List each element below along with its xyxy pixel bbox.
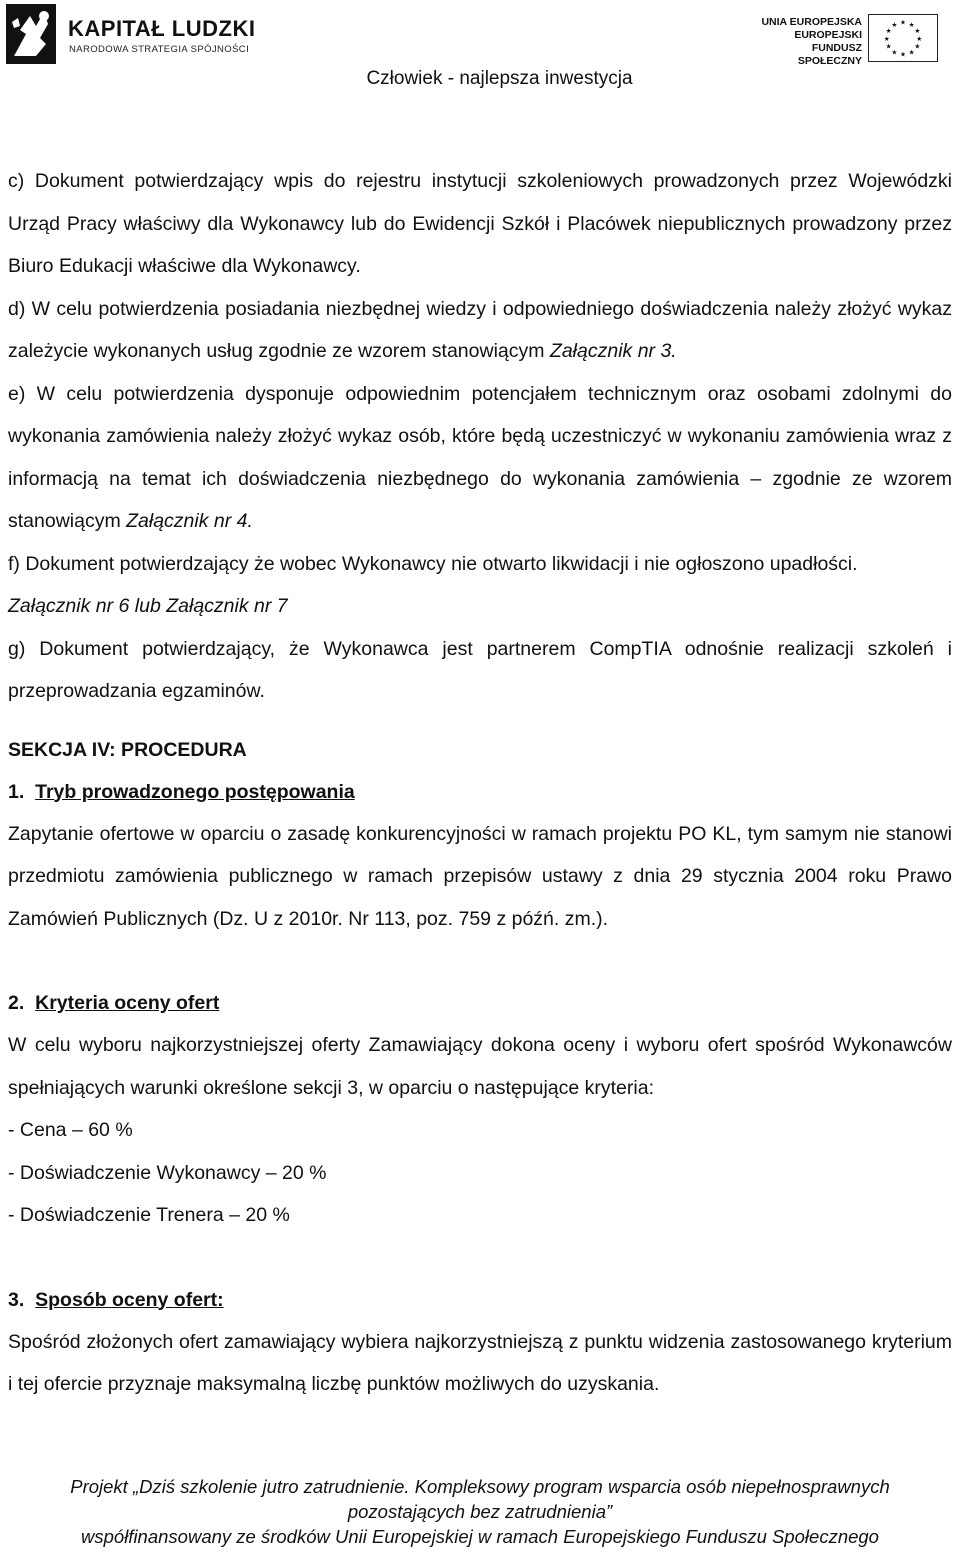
paragraph-e-ref: Załącznik nr 4. <box>126 510 253 532</box>
svg-text:★: ★ <box>885 42 892 51</box>
eu-logo-line1: UNIA EUROPEJSKA <box>761 16 862 28</box>
heading-1-title: Tryb prowadzonego postępowania <box>35 780 355 803</box>
kapital-ludzki-title: KAPITAŁ LUDZKI <box>68 16 256 41</box>
eu-flag-icon <box>868 14 938 62</box>
tagline-text: Człowiek - najlepsza inwestycja <box>366 68 633 89</box>
criteria-item-contractor-experience: - Doświadczenie Wykonawcy – 20 % <box>8 1161 327 1184</box>
paragraph-3: Spośród złożonych ofert zamawiający wybiera najkorzystniejszą z punktu widzenia zastosowanego kryterium i tej ofercie przyznaje maksymalną liczbę punktów możliwych do uzyskania. <box>8 1330 952 1395</box>
heading-1 <box>8 771 952 813</box>
heading-3-number: 3. <box>8 1288 25 1311</box>
kapital-ludzki-subtitle: NARODOWA STRATEGIA SPÓJNOŚCI <box>69 44 250 55</box>
svg-text:★: ★ <box>883 34 890 43</box>
kapital-ludzki-logo <box>6 4 256 66</box>
paragraph-f-ref <box>8 585 952 628</box>
svg-text:★: ★ <box>908 48 915 57</box>
paragraph-f: f) Dokument potwierdzający że wobec Wykonawcy nie otwarto likwidacji i nie ogłoszono upadłości. <box>8 552 858 575</box>
svg-text:★: ★ <box>885 27 892 36</box>
footer-line2: pozostających bez zatrudnienia” <box>347 1501 613 1522</box>
paragraph-d-text: d) W celu potwierdzenia posiadania niezbędnej wiedzy i odpowiedniego doświadczenia należy złożyć wykaz zależycie wykonanych usług zgodnie ze wzorem stanowiącym <box>8 297 952 362</box>
svg-text:★: ★ <box>914 42 921 51</box>
svg-text:★: ★ <box>891 20 898 29</box>
heading-3 <box>8 1279 952 1321</box>
paragraph-2: W celu wyboru najkorzystniejszej oferty Zamawiający dokona oceny i wyboru ofert spośród Wykonawców spełniających warunki określone sekcji 3, w oparciu o następujące kryteria: <box>8 1034 952 1099</box>
paragraph-d <box>8 288 952 373</box>
paragraph-f-ref-text: Załącznik nr 6 lub Załącznik nr 7 <box>8 595 288 617</box>
criteria-item-trainer-experience: - Doświadczenie Trenera – 20 % <box>8 1204 290 1226</box>
eu-logo-line3: FUNDUSZ SPOŁECZNY <box>797 42 862 67</box>
svg-text:★: ★ <box>914 27 921 36</box>
eu-logo <box>752 10 944 67</box>
page-header <box>0 0 960 110</box>
heading-2 <box>8 982 952 1024</box>
footer-line1: Projekt „Dziś szkolenie jutro zatrudnienie. Kompleksowy program wsparcia osób niepełnosprawnych <box>70 1476 890 1497</box>
heading-3-title: Sposób oceny ofert: <box>35 1288 224 1311</box>
eu-logo-text <box>752 16 862 68</box>
spacer <box>8 713 952 729</box>
kapital-ludzki-emblem-icon <box>6 4 56 64</box>
svg-text:★: ★ <box>891 48 898 57</box>
svg-text:★: ★ <box>908 20 915 29</box>
document-body <box>8 160 952 1406</box>
section-title: SEKCJA IV: PROCEDURA <box>8 738 247 761</box>
paragraph-1: Zapytanie ofertowe w oparciu o zasadę konkurencyjności w ramach projektu PO KL, tym samym nie stanowi przedmiotu zamówienia publicznego w ramach przepisów ustawy z dnia 29 stycznia 2004 roku Prawo Zamówień Publicznych (Dz. U z 2010r. Nr 113, poz. 759 z późń. zm.). <box>8 822 952 930</box>
heading-2-title: Kryteria oceny ofert <box>35 992 220 1014</box>
paragraph-g: g) Dokument potwierdzający, że Wykonawca jest partnerem CompTIA odnośnie realizacji szkoleń i przeprowadzania egzaminów. <box>8 637 952 702</box>
paragraph-e-text: e) W celu potwierdzenia dysponuje odpowiednim potencjałem technicznym oraz osobami zdolnymi do wykonania zamówienia należy złożyć wykaz osób, które będą uczestniczyć w wykonaniu zamówienia wraz z informacją na temat ich doświadczenia niezbędnego do wykonania zamówienia – zgodnie ze wzorem stanowiącym <box>8 382 952 532</box>
header-tagline <box>0 68 960 90</box>
paragraph-c: c) Dokument potwierdzający wpis do rejestru instytucji szkoleniowych prowadzonych przez Wojewódzki Urząd Pracy właściwy dla Wykonawcy lub do Ewidencji Szkół i Placówek niepublicznych prowadzony przez Biuro Edukacji właściwe dla Wykonawcy. <box>8 170 952 277</box>
spacer <box>8 940 952 982</box>
heading-1-number: 1. <box>8 780 25 803</box>
svg-text:★: ★ <box>900 18 906 27</box>
svg-text:★: ★ <box>916 34 923 43</box>
spacer <box>8 1237 952 1279</box>
paragraph-e <box>8 373 952 543</box>
page-footer <box>0 1474 960 1549</box>
criteria-item-price: - Cena – 60 % <box>8 1119 133 1141</box>
paragraph-d-ref: Załącznik nr 3. <box>549 340 677 362</box>
eu-logo-line2: EUROPEJSKI <box>794 29 862 41</box>
heading-2-number: 2. <box>8 992 25 1014</box>
svg-text:★: ★ <box>900 50 906 59</box>
footer-line3: współfinansowany ze środków Unii Europejskiej w ramach Europejskiego Funduszu Społecznego <box>81 1526 879 1547</box>
